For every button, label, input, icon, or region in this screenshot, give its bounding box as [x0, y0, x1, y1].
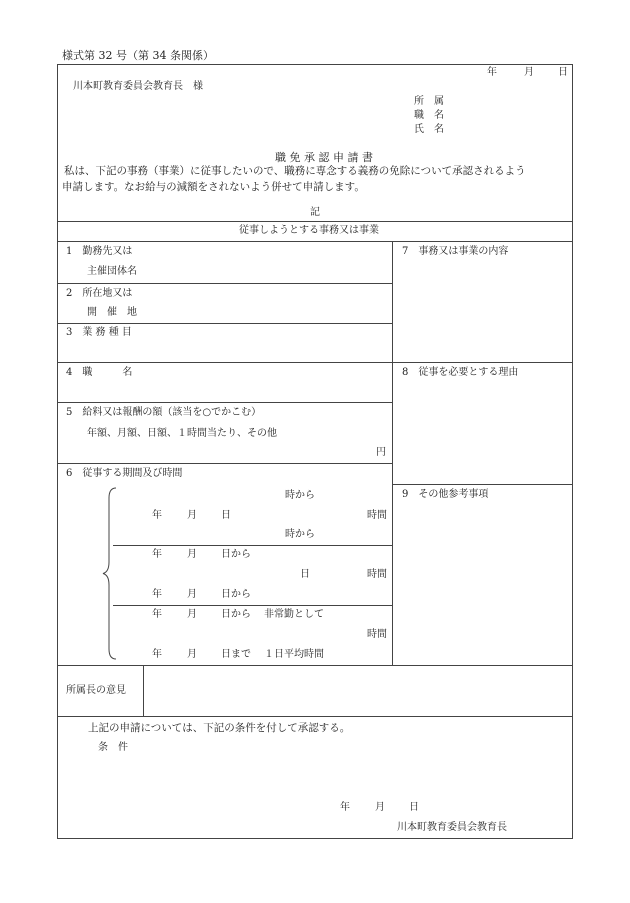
- divider: [57, 665, 573, 666]
- body-text-line1: 私は、下記の事務（事業）に従事したいので、職務に専念する義務の免除について承認されるよう: [64, 165, 526, 177]
- divider: [57, 241, 573, 242]
- item7-label: 7 事務又は事業の内容: [402, 246, 509, 257]
- divider: [113, 605, 392, 606]
- approval-day: 日: [409, 802, 419, 813]
- period3-from-day: 日から: [221, 609, 251, 620]
- period2-from-day-2: 日から: [221, 589, 251, 600]
- period3-year: 年: [152, 609, 162, 620]
- approval-month: 月: [375, 802, 385, 813]
- period1-month: 月: [187, 510, 197, 521]
- period3-hours: 時間: [367, 629, 387, 640]
- item6-label: 6 従事する期間及び時間: [66, 468, 183, 479]
- form-title: 職 免 承 認 申 請 書: [275, 151, 373, 164]
- period3-month-2: 月: [187, 649, 197, 660]
- divider: [392, 484, 573, 485]
- curly-brace: [100, 486, 120, 661]
- divider: [113, 545, 392, 546]
- item5-label: 5 給料又は報酬の額（該当を○でかこむ）: [66, 407, 262, 418]
- approval-year: 年: [340, 802, 350, 813]
- period1-hours: 時間: [367, 510, 387, 521]
- approver-title: 川本町教育委員会教育長: [397, 822, 507, 833]
- period3-parttime: 非常勤として: [264, 609, 324, 620]
- item2-label: 2 所在地又は: [66, 288, 133, 299]
- divider: [57, 323, 392, 324]
- column-divider: [392, 241, 393, 665]
- period2-month-2: 月: [187, 589, 197, 600]
- period2-day: 日: [300, 569, 310, 580]
- period1-from-time-2: 時から: [285, 529, 315, 540]
- period3-month: 月: [187, 609, 197, 620]
- item4-label: 4 職 名: [66, 367, 133, 378]
- divider: [57, 716, 573, 717]
- applicant-affiliation-label: 所 属: [414, 96, 444, 107]
- date-year: 年: [487, 67, 497, 78]
- conditions-label: 条 件: [98, 742, 128, 753]
- approval-statement: 上記の申請については、下記の条件を付して承認する。: [88, 722, 351, 734]
- item9-label: 9 その他参考事項: [402, 489, 489, 500]
- divider: [57, 463, 392, 464]
- section-header: 従事しようとする事務又は事業: [239, 225, 379, 236]
- item1-label-sub: 主催団体名: [87, 266, 137, 277]
- period3-year-2: 年: [152, 649, 162, 660]
- item3-label: 3 業 務 種 目: [66, 327, 132, 338]
- item5-label-sub: 年額、月額、日額、１時間当たり、その他: [87, 428, 277, 439]
- item8-label: 8 従事を必要とする理由: [402, 367, 519, 378]
- item1-label: 1 勤務先又は: [66, 246, 133, 257]
- period2-from-day: 日から: [221, 549, 251, 560]
- item5-yen: 円: [376, 447, 386, 458]
- date-month: 月: [524, 67, 534, 78]
- period3-until: 日まで: [221, 649, 251, 660]
- period2-year: 年: [152, 549, 162, 560]
- applicant-name-label: 氏 名: [414, 124, 444, 135]
- applicant-position-label: 職 名: [414, 110, 444, 121]
- period2-hours: 時間: [367, 569, 387, 580]
- body-text-line2: 申請します。なお給与の減額をされないよう併せて申請します。: [62, 181, 365, 193]
- date-day: 日: [558, 67, 568, 78]
- period2-year-2: 年: [152, 589, 162, 600]
- period2-month: 月: [187, 549, 197, 560]
- divider: [57, 221, 573, 222]
- supervisor-opinion-label: 所属長の意見: [66, 685, 126, 696]
- period1-day: 日: [221, 510, 231, 521]
- addressee: 川本町教育委員会教育長 様: [73, 81, 203, 92]
- period3-avg: １日平均時間: [264, 649, 324, 660]
- divider: [57, 283, 392, 284]
- divider: [57, 402, 392, 403]
- divider: [143, 665, 144, 716]
- form-number: 様式第 32 号（第 34 条関係）: [62, 49, 214, 62]
- period1-from-time: 時から: [285, 490, 315, 501]
- period1-year: 年: [152, 510, 162, 521]
- ki-mark: 記: [310, 207, 320, 218]
- divider: [57, 362, 573, 363]
- item2-label-sub: 開 催 地: [87, 307, 137, 318]
